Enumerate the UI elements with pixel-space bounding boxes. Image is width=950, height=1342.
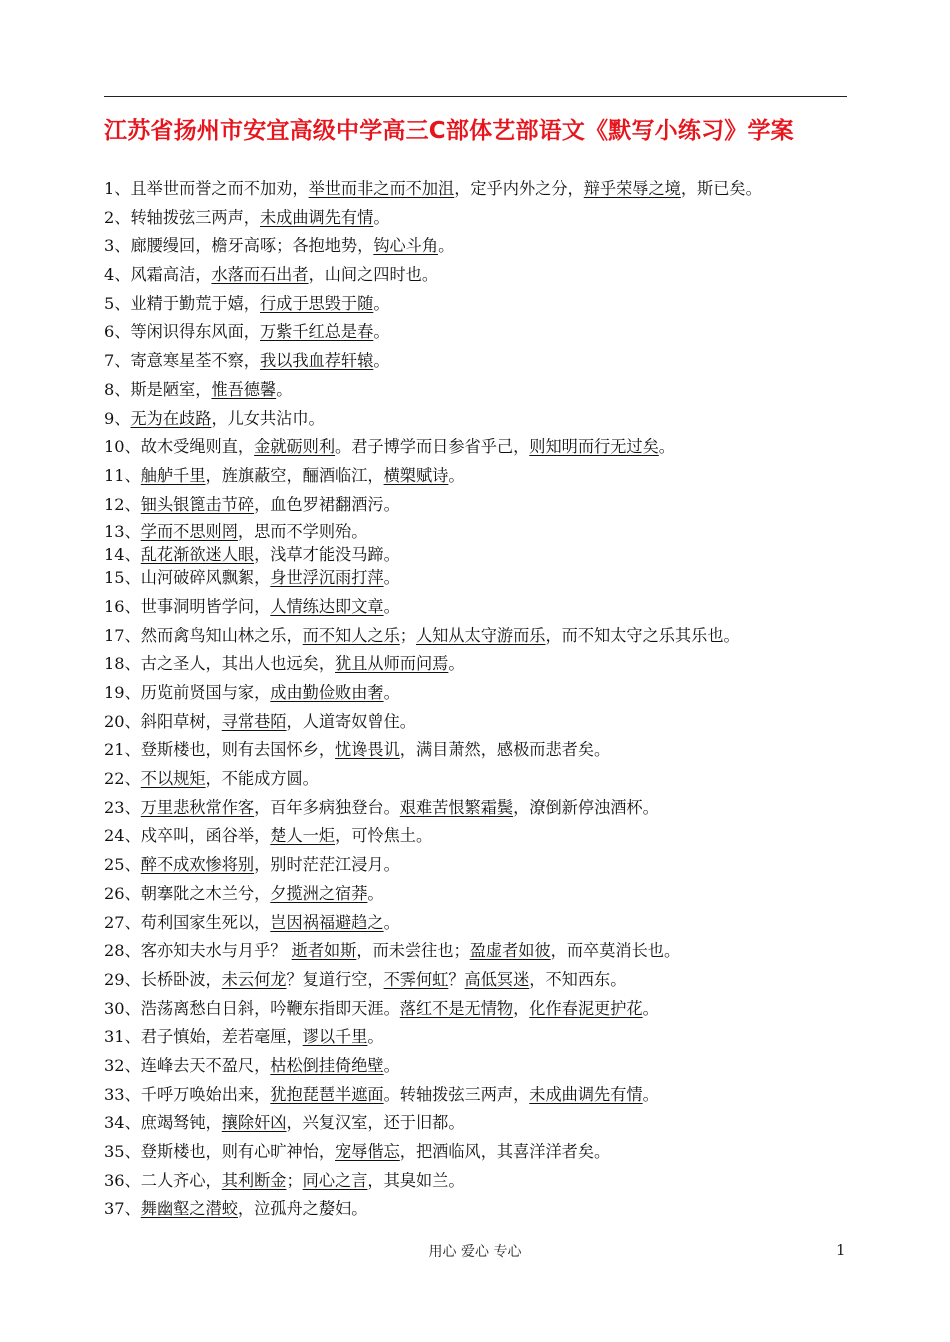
answer-text: 未成曲调先有情 [529,1084,643,1104]
prompt-text: 。 [658,437,675,457]
exercise-item [104,434,864,463]
prompt-text: 。 [367,1027,384,1047]
exercise-item [104,910,864,939]
answer-text: 惟吾德馨 [211,379,277,399]
exercise-item [104,544,864,565]
header-rule [104,96,847,97]
prompt-text: ，旌旗蔽空，酾酒临江， [205,465,384,485]
item-separator: 、 [124,883,141,903]
prompt-text: 然而禽鸟知山林之乐， [140,625,303,645]
item-separator: 、 [124,1199,141,1219]
answer-text: 辩乎荣辱之境 [583,179,681,198]
prompt-text: 世事洞明皆学问， [140,596,271,616]
answer-text: 犹且从师而问焉 [335,654,449,674]
prompt-text: ，百年多病独登台。 [254,797,400,817]
exercise-item [104,492,864,521]
item-number: 16 [104,596,125,616]
item-number: 13 [104,522,125,542]
exercise-item [104,1110,864,1139]
exercise-item [104,520,864,544]
item-number: 3 [104,236,115,256]
prompt-text: 戍卒叫，函谷举， [140,826,271,846]
item-number: 25 [104,855,125,875]
item-separator: 、 [124,1170,141,1190]
answer-text: 而不知人之乐 [302,625,400,645]
answer-text: 岂因祸福避趋之 [270,912,384,932]
exercise-item [104,1139,864,1168]
prompt-text: ，别时茫茫江浸月。 [254,855,400,875]
prompt-text: 。 [448,465,465,485]
prompt-text: 。 [383,683,400,702]
exercise-item [104,996,864,1025]
exercise-item [104,651,864,680]
prompt-text: ？复道行空， [286,969,384,989]
answer-text: 学而不思则罔 [140,522,238,542]
prompt-text: ，不知西东。 [529,969,627,989]
item-number: 35 [104,1142,125,1161]
exercise-item [104,377,864,406]
exercise-item [104,680,864,709]
prompt-text: ，山间之四时也。 [308,265,439,285]
item-number: 1 [104,179,115,198]
answer-text: 谬以千里 [302,1027,368,1047]
prompt-text: ，人道寄奴曾住。 [286,711,416,731]
prompt-text: 浩荡离愁白日斜，吟鞭东指即天涯。 [140,998,400,1018]
exercise-item [104,406,864,435]
prompt-text: 寄意寒星荃不察， [130,351,260,371]
item-separator: 、 [124,769,141,789]
exercise-item [104,795,864,824]
exercise-item [104,1024,864,1053]
item-number: 37 [104,1199,125,1219]
item-number: 2 [104,207,115,227]
prompt-text: 等闲识得东风面， [130,322,260,342]
answer-text: 不以规矩 [140,769,206,789]
prompt-text: 历览前贤国与家， [140,683,271,702]
item-separator: 、 [124,969,141,989]
item-separator: 、 [124,711,141,731]
item-separator: 、 [124,1027,141,1047]
answer-text: 人情练达即文章 [270,596,384,616]
item-separator: 、 [114,265,131,285]
prompt-text: 登斯楼也，则有心旷神怡， [140,1142,336,1161]
prompt-text: ， [513,998,530,1018]
answer-text: 犹抱琵琶半遮面 [270,1084,384,1104]
answer-text: 水落而石出者 [211,265,309,285]
item-separator: 、 [124,494,141,514]
item-number: 6 [104,322,115,342]
answer-text: 举世而非之而不加沮 [308,179,455,198]
answer-text: 乱花渐欲迷人眼 [140,545,255,565]
item-separator: 、 [124,1142,141,1161]
exercise-item [104,319,864,348]
answer-text: 无为在歧路 [130,408,212,428]
item-number: 27 [104,912,125,932]
item-number: 20 [104,711,125,731]
exercise-item [104,737,864,766]
prompt-text: ； [399,625,416,645]
prompt-text: ，斯已矣。 [680,179,762,198]
item-separator: 、 [124,654,141,674]
prompt-text: ，而卒莫消长也。 [550,941,681,961]
prompt-text: 斯是陋室， [130,379,212,399]
item-separator: 、 [114,351,131,371]
answer-text: 醉不成欢惨将别 [140,855,255,875]
exercise-item [104,823,864,852]
prompt-text: 。 [383,1055,400,1075]
answer-text: 钿头银篦击节碎 [140,494,255,514]
prompt-text: ，血色罗裙翻酒污。 [254,494,400,514]
item-number: 4 [104,265,115,285]
item-separator: 、 [114,179,131,198]
prompt-text: 登斯楼也，则有去国怀乡， [140,740,336,760]
prompt-text: ，其臭如兰。 [367,1170,465,1190]
exercise-item [104,1053,864,1082]
prompt-text: ，浅草才能没马蹄。 [254,545,400,565]
prompt-text: 朝搴阰之木兰兮， [140,883,271,903]
prompt-text: ，思而不学则殆。 [237,522,368,542]
prompt-text: 千呼万唤始出来， [140,1084,271,1104]
item-separator: 、 [124,797,141,817]
footer-slogan: 用心 爱心 专心 [428,1244,522,1260]
answer-text: 成由勤俭败由奢 [270,683,384,702]
prompt-text: 长桥卧波， [140,969,222,989]
prompt-text: 。 [642,998,659,1018]
answer-text: 攘除奸凶 [221,1113,287,1133]
answer-text: 逝者如斯 [291,941,357,961]
prompt-text: 君子慎始，差若毫厘， [140,1027,303,1047]
exercise-item [104,881,864,910]
prompt-text: ？ [448,969,465,989]
item-number: 28 [104,941,125,961]
prompt-text: 苟利国家生死以， [140,912,271,932]
item-separator: 、 [124,1055,141,1075]
prompt-text: ，而未尝往也； [356,941,470,961]
answer-text: 行成于思毁于随 [260,293,374,313]
item-number: 32 [104,1055,125,1075]
item-separator: 、 [124,998,141,1018]
item-separator: 、 [124,683,141,702]
exercise-item [104,463,864,492]
answer-text: 寻常巷陌 [221,711,287,731]
item-number: 5 [104,293,115,313]
prompt-text: 。转轴拨弦三两声， [383,1084,530,1104]
exercise-item [104,594,864,623]
prompt-text: 古之圣人，其出人也远矣， [140,654,336,674]
prompt-text: 廊腰缦回，檐牙高啄；各抱地势， [130,236,374,256]
item-separator: 、 [124,740,141,760]
prompt-text: 山河破碎风飘絮， [140,568,271,588]
exercise-item [104,852,864,881]
answer-text: 则知明而行无过矣 [529,437,659,457]
answer-text: 未成曲调先有情 [260,207,374,227]
exercise-item [104,291,864,320]
item-number: 7 [104,351,115,371]
prompt-text: 庶竭驽钝， [140,1113,222,1133]
item-separator: 、 [114,293,131,313]
answer-text: 万里悲秋常作客 [140,797,255,817]
item-number: 36 [104,1170,125,1190]
item-number: 22 [104,769,125,789]
exercise-item [104,1082,864,1111]
exercise-item [104,623,864,652]
item-number: 30 [104,998,125,1018]
answer-text: 化作春泥更护花 [529,998,643,1018]
answer-text: 不霁何虹 [383,969,449,989]
answer-text: 金就砺则利 [254,437,336,457]
exercise-item [104,348,864,377]
answer-text: 人知从太守游而乐 [415,625,546,645]
prompt-text: 二人齐心， [140,1170,222,1190]
item-number: 18 [104,654,125,674]
prompt-text: ，把酒临风，其喜洋洋者矣。 [399,1142,611,1161]
exercise-item [104,262,864,291]
item-separator: 、 [114,207,131,227]
prompt-text: 。 [642,1084,659,1104]
item-separator: 、 [124,465,141,485]
item-separator: 、 [124,522,141,542]
item-separator: 、 [124,437,141,457]
item-number: 11 [104,465,125,485]
answer-text: 盈虚者如彼 [469,941,551,961]
item-number: 9 [104,408,115,428]
item-number: 17 [104,625,125,645]
prompt-text: 。 [373,207,390,227]
answer-text: 高低冥迷 [464,969,530,989]
item-separator: 、 [124,596,141,616]
answer-text: 枯松倒挂倚绝壁 [270,1055,384,1075]
prompt-text: 客亦知夫水与月乎？ [140,941,292,961]
item-number: 19 [104,683,125,702]
item-separator: 、 [124,568,141,588]
prompt-text: 。 [373,322,390,342]
exercise-item [104,565,864,594]
item-number: 15 [104,568,125,588]
item-number: 24 [104,826,125,846]
prompt-text: 。 [383,912,400,932]
exercise-item [104,1168,864,1197]
item-number: 12 [104,494,125,514]
prompt-text: 且举世而誉之而不加劝， [130,179,309,198]
item-separator: 、 [114,379,131,399]
prompt-text: 。 [373,351,390,371]
item-number: 34 [104,1113,125,1133]
answer-text: 同心之言 [302,1170,368,1190]
item-separator: 、 [124,855,141,875]
item-separator: 、 [124,826,141,846]
prompt-text: 。 [448,654,465,674]
prompt-text: 业精于勤荒于嬉， [130,293,260,313]
exercise-item [104,176,864,205]
item-number: 26 [104,883,125,903]
answer-text: 宠辱偕忘 [335,1142,400,1161]
exercise-item [104,967,864,996]
answer-text: 艰难苦恨繁霜鬓 [399,797,514,817]
prompt-text: 。 [383,596,400,616]
item-separator: 、 [114,408,131,428]
item-number: 10 [104,437,125,457]
exercise-item [104,709,864,738]
prompt-text: 。 [373,293,390,313]
page-number: 1 [836,1241,846,1259]
exercise-item [104,205,864,234]
prompt-text: 。 [383,568,400,588]
item-number: 21 [104,740,125,760]
item-separator: 、 [124,941,141,961]
answer-text: 夕揽洲之宿莽 [270,883,368,903]
item-separator: 、 [124,625,141,645]
item-separator: 、 [124,1084,141,1104]
exercise-item [104,938,864,967]
item-separator: 、 [114,236,131,256]
prompt-text: 故木受绳则直， [140,437,255,457]
item-separator: 、 [124,545,141,565]
item-number: 14 [104,545,125,565]
item-separator: 、 [124,912,141,932]
answer-text: 钩心斗角 [373,236,439,256]
prompt-text: ，儿女共沾巾。 [211,408,325,428]
item-number: 31 [104,1027,125,1047]
answer-text: 万紫千红总是春 [260,322,374,342]
answer-text: 其利断金 [221,1170,287,1190]
answer-text: 舞幽壑之潜蛟 [140,1199,238,1219]
item-number: 33 [104,1084,125,1104]
prompt-text: ； [286,1170,303,1190]
prompt-text: ，满目萧然，感极而悲者矣。 [399,740,611,760]
prompt-text: 连峰去天不盈尺， [140,1055,271,1075]
item-number: 23 [104,797,125,817]
exercise-item [104,233,864,262]
prompt-text: ，定乎内外之分， [454,179,584,198]
exercise-item [104,1196,864,1225]
prompt-text: 。 [438,236,455,256]
prompt-text: ，兴复汉室，还于旧都。 [286,1113,465,1133]
prompt-text: ，不能成方圆。 [205,769,319,789]
answer-text: 未云何龙 [221,969,287,989]
prompt-text: 斜阳草树， [140,711,222,731]
item-separator: 、 [124,1113,141,1133]
answer-text: 忧谗畏讥 [335,740,400,760]
prompt-text: 。 [367,883,384,903]
answer-text: 楚人一炬 [270,826,336,846]
answer-text: 舳舻千里 [140,465,206,485]
answer-text: 我以我血荐轩辕 [260,351,374,371]
prompt-text: 。君子博学而日参省乎己， [335,437,530,457]
prompt-text: ，泣孤舟之嫠妇。 [237,1199,368,1219]
prompt-text: 转轴拨弦三两声， [130,207,260,227]
answer-text: 横槊赋诗 [383,465,449,485]
prompt-text: ，可怜焦土。 [335,826,433,846]
answer-text: 身世浮沉雨打萍 [270,568,384,588]
prompt-text: 风霜高洁， [130,265,212,285]
exercise-list [104,176,864,1225]
document-title: 江苏省扬州市安宜高级中学高三C部体艺部语文《默写小练习》学案 [104,118,794,144]
item-number: 8 [104,379,115,399]
item-number: 29 [104,969,125,989]
prompt-text: ，潦倒新停浊酒杯。 [513,797,659,817]
prompt-text: ，而不知太守之乐其乐也。 [545,625,740,645]
exercise-item [104,766,864,795]
prompt-text: 。 [276,379,293,399]
item-separator: 、 [114,322,131,342]
answer-text: 落红不是无情物 [399,998,514,1018]
